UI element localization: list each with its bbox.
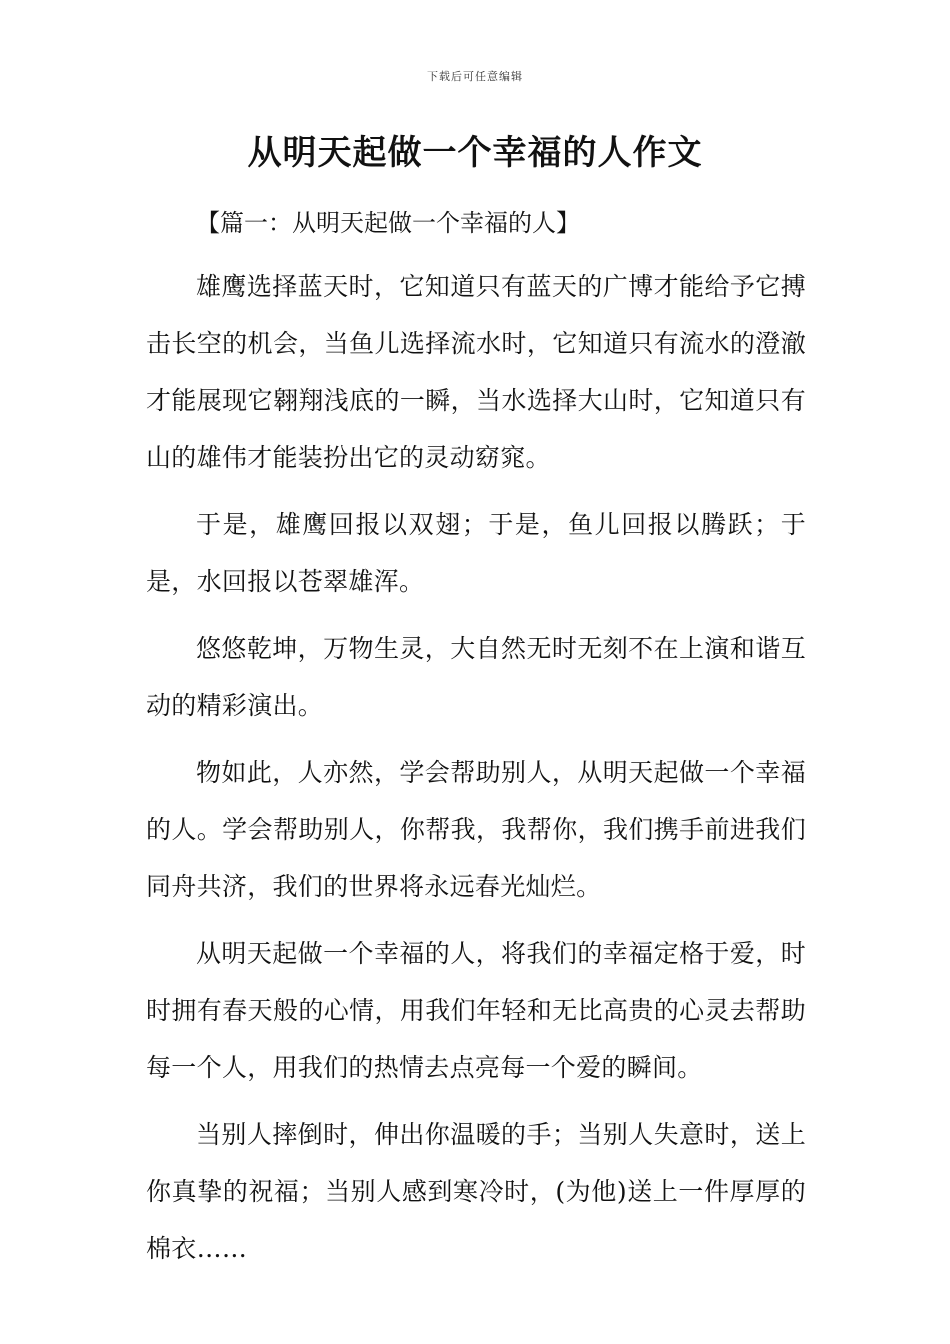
document-title: 从明天起做一个幸福的人作文 [247, 133, 703, 173]
section-heading: 【篇一：从明天起做一个幸福的人】 [196, 209, 580, 237]
paragraph: 当别人摔倒时，伸出你温暖的手；当别人失意时，送上你真挚的祝福；当别人感到寒冷时，(为他)送上一件厚厚的棉衣…… [146, 1120, 806, 1263]
paragraph: 物如此，人亦然，学会帮助别人，从明天起做一个幸福的人。学会帮助别人，你帮我，我帮你，我们携手前进我们同舟共济，我们的世界将永远春光灿烂。 [146, 758, 806, 901]
body-text [146, 258, 806, 1287]
paragraph: 悠悠乾坤，万物生灵，大自然无时无刻不在上演和谐互动的精彩演出。 [146, 634, 806, 720]
paragraph: 于是，雄鹰回报以双翅；于是，鱼儿回报以腾跃；于是，水回报以苍翠雄浑。 [146, 510, 806, 596]
header-note: 下载后可任意编辑 [427, 70, 523, 83]
paragraph: 从明天起做一个幸福的人，将我们的幸福定格于爱，时时拥有春天般的心情，用我们年轻和无比高贵的心灵去帮助每一个人，用我们的热情去点亮每一个爱的瞬间。 [146, 939, 806, 1082]
paragraph: 雄鹰选择蓝天时，它知道只有蓝天的广博才能给予它搏击长空的机会，当鱼儿选择流水时，它知道只有流水的澄澈才能展现它翱翔浅底的一瞬，当水选择大山时，它知道只有山的雄伟才能装扮出它的灵动窈窕。 [146, 272, 806, 472]
